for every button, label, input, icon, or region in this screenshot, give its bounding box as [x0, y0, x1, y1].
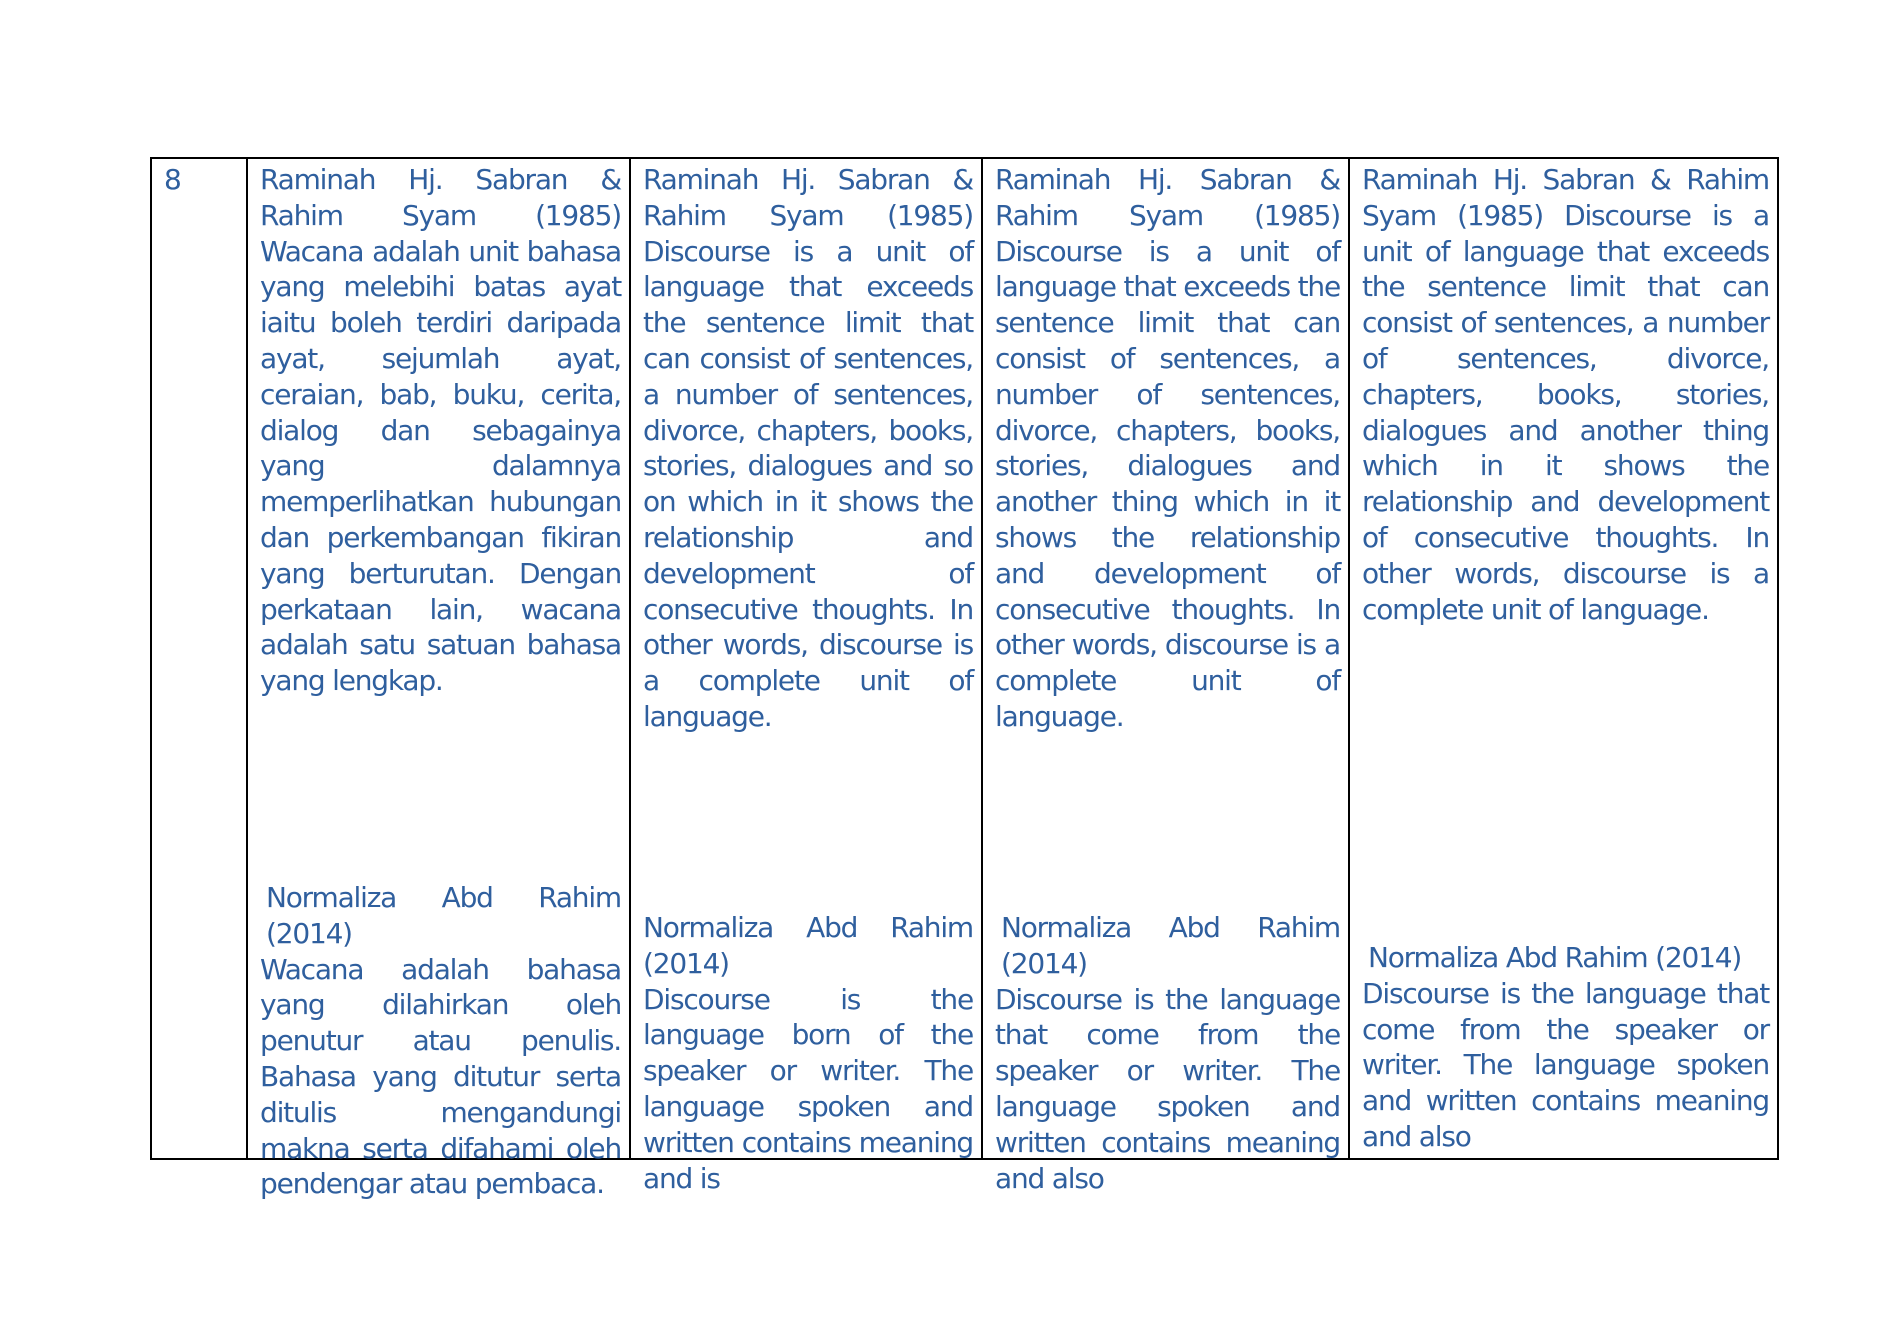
row-number: 8 [164, 163, 181, 196]
entry-normaliza-translation-1 [643, 910, 973, 1196]
entry-normaliza-translation-3 [1362, 940, 1769, 1155]
entry-normaliza-original [260, 880, 621, 1202]
entry-heading: Normaliza Abd Rahim (2014) [1368, 941, 1742, 974]
malay-original-cell [247, 158, 630, 1201]
entry-normaliza-translation-2 [995, 910, 1340, 1196]
translation-cell-2 [982, 158, 1349, 1195]
entry-body: Discourse is the language that come from the speaker or writer. The language spoken and written contains meaning and also [995, 982, 1340, 1195]
entry-raminah-translation-2: Raminah Hj. Sabran & Rahim Syam (1985) Discourse is a unit of language that exceeds the sentence limit that can consist of sentences, a number of sentences, divorce, chapters, books, stories, dialogues and another thing which in it shows the relationship and development of consecutive thoughts. In other words, discourse is a complete unit of language. [995, 163, 1340, 733]
translation-cell-3 [1349, 158, 1778, 1159]
entry-heading: Normaliza Abd Rahim (2014) [1001, 911, 1340, 980]
comparison-table [150, 157, 1779, 1201]
entry-heading: Normaliza Abd Rahim (2014) [266, 881, 621, 950]
entry-raminah-translation-1: Raminah Hj. Sabran & Rahim Syam (1985) Discourse is a unit of language that exceeds the sentence limit that can consist of sentences, a number of sentences, divorce, chapters, books, stories, dialogues and so on which in it shows the relationship and development of consecutive thoughts. In other words, discourse is a complete unit of language. [643, 163, 973, 733]
entry-heading: Normaliza Abd Rahim (2014) [643, 911, 973, 980]
row-number-cell [151, 158, 247, 1159]
entry-body: Discourse is the language born of the speaker or writer. The language spoken and written contains meaning and is [643, 982, 973, 1195]
table-row [151, 158, 1778, 1159]
entry-body: Wacana adalah bahasa yang dilahirkan oleh penutur atau penulis. Bahasa yang ditutur serta ditulis mengandungi makna serta difahami oleh pendengar atau pembaca. [260, 952, 621, 1201]
entry-raminah-original: Raminah Hj. Sabran & Rahim Syam (1985) Wacana adalah unit bahasa yang melebihi batas ayat iaitu boleh terdiri daripada ayat, sejumlah ayat, ceraian, bab, buku, cerita, dialog dan sebagainya yang dalamnya memperlihatkan hubungan dan perkembangan fikiran yang berturutan. Dengan perkataan lain, wacana adalah satu satuan bahasa yang lengkap. [260, 163, 621, 698]
entry-raminah-translation-3: Raminah Hj. Sabran & Rahim Syam (1985) Discourse is a unit of language that exceeds the sentence limit that can consist of sentences, a number of sentences, divorce, chapters, books, stories, dialogues and another thing which in it shows the relationship and development of consecutive thoughts. In other words, discourse is a complete unit of language. [1362, 163, 1769, 626]
translation-cell-1 [630, 158, 982, 1195]
entry-body: Discourse is the language that come from the speaker or writer. The language spoken and written contains meaning and also [1362, 976, 1769, 1153]
